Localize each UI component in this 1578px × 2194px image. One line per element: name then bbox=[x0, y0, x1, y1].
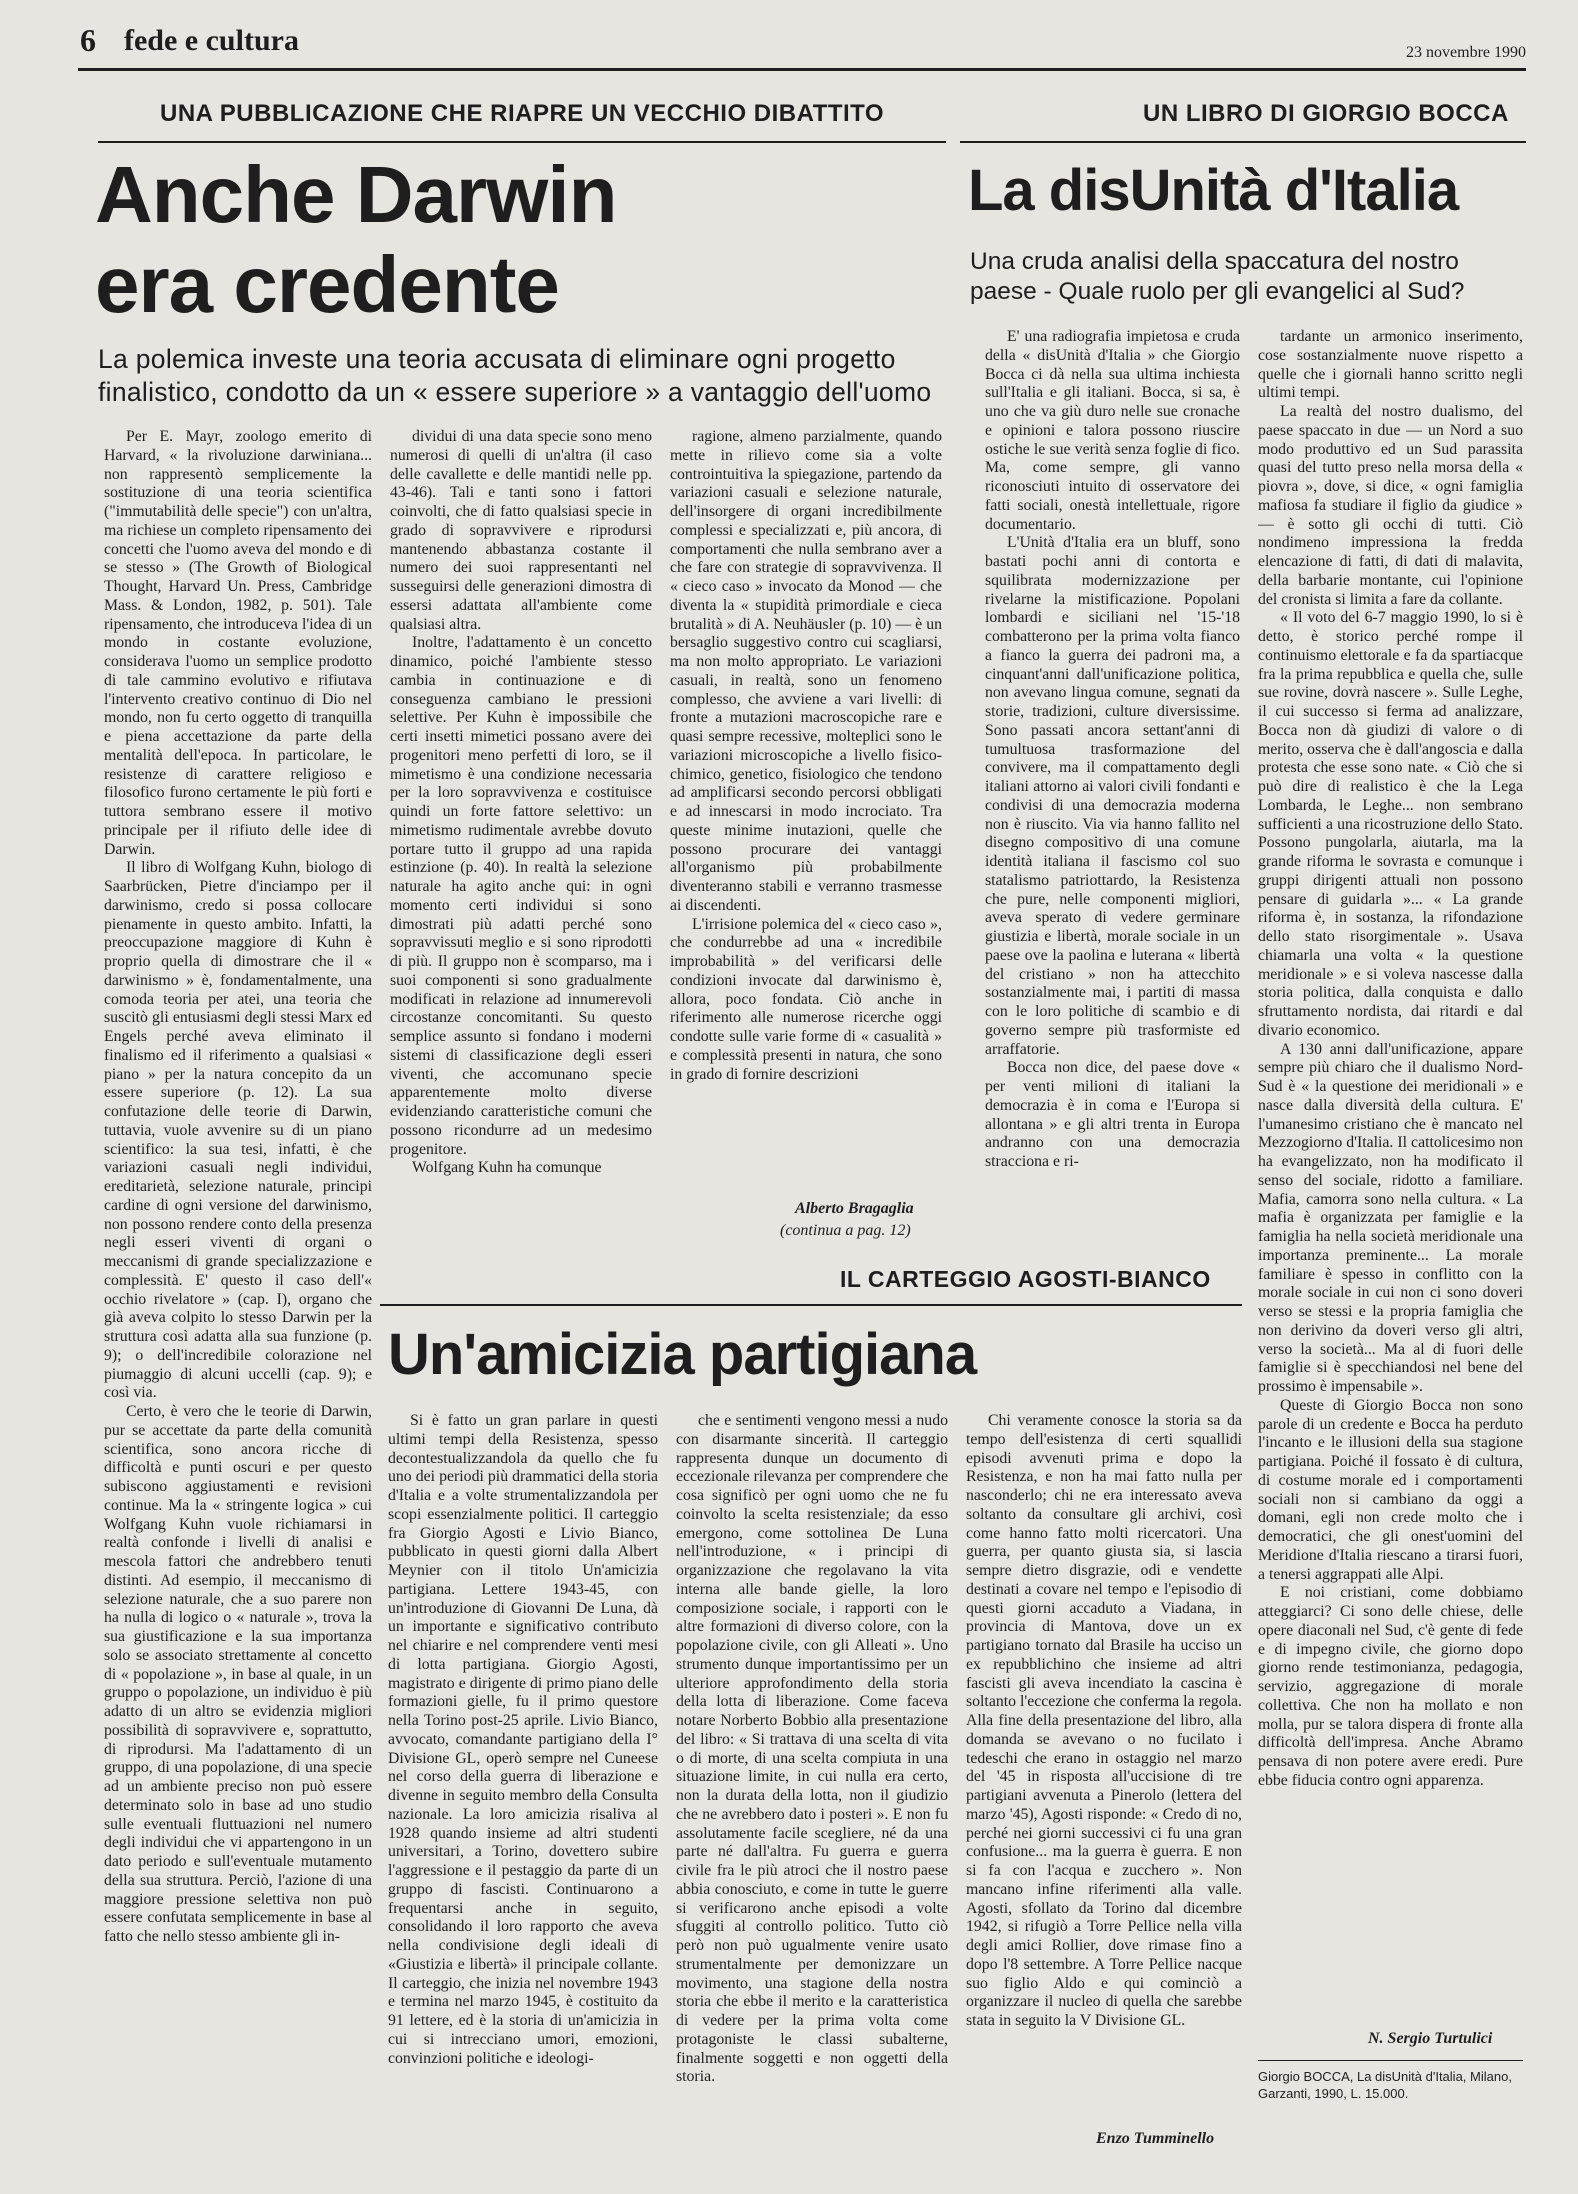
darwin-subtitle-line1: La polemica investe una teoria accusata di eliminare ogni progetto bbox=[98, 344, 896, 374]
darwin-column-2 bbox=[390, 428, 652, 1236]
darwin-signature: Alberto Bragaglia bbox=[795, 1200, 914, 1217]
bocca-column-1 bbox=[985, 328, 1240, 1246]
darwin-subtitle-line2: finalistico, condotto da un « essere superiore » a vantaggio dell'uomo bbox=[98, 377, 932, 407]
bocca-signature: N. Sergio Turtulici bbox=[1368, 2030, 1493, 2047]
darwin-c2-paragraph: Wolfgang Kuhn ha comunque bbox=[412, 1159, 602, 1177]
darwin-c3-paragraph: L'irrisione polemica del « cieco caso », che condurrebbe ad una « incredibile improbabilità » del verificarsi delle condizioni invocate dal darwinismo è, allora, poco fondata. Ciò anche in riferimento alle numerose ricerche oggi condotte sulle varie forme di « casualità » e complessità presenti in natura, che sono in grado di fornire descrizioni bbox=[670, 915, 942, 1083]
darwin-column-1 bbox=[104, 428, 372, 2150]
darwin-title-line2: era credente bbox=[95, 240, 559, 329]
darwin-kicker: UNA PUBBLICAZIONE CHE RIAPRE UN VECCHIO DIBATTITO bbox=[160, 100, 885, 127]
darwin-continued: (continua a pag. 12) bbox=[780, 1222, 911, 1239]
amicizia-column-1 bbox=[388, 1412, 658, 2162]
bocca-c1-paragraph: L'Unità d'Italia era un bluff, sono bastati pochi anni di contorta e squilibrata modernizzazione per rivelarne la mistificazione. Popolani lombardi e siciliani nel '15-'18 combatterono per la prima volta fianco a fianco la guerra dei padroni ma, a cinquant'anni dall'unificazione politica, non avevano lingua comune, segnati da storie, tradizioni, culture diversissime. Sono passati ancora settant'anni di tumultuosa trasformazione del convivere, ma il compattamento degli italiani attorno ai valori civili fondanti e condivisi di una democrazia moderna non è riuscito. Via via hanno fallito nel disegno compositivo di una comune identità italiana il fascismo col suo statalismo patriottardo, la Resistenza che pure, nelle componenti migliori, aveva sperato di vedere germinare giustizia e libertà, morale sociale in un paese ove la paolina e luterana « libertà del cristiano » non ha attecchito sostanzialmente mai, i partiti di massa con le loro politiche di scambio e di governo sempre più trasformiste ed arraffatorie. bbox=[985, 534, 1240, 1058]
bocca-c2-paragraph: tardante un armonico inserimento, cose sostanzialmente nuove rispetto a quelle che i giornali hanno scritto negli ultimi tempi. bbox=[1258, 328, 1523, 402]
darwin-title-line1: Anche Darwin bbox=[95, 150, 617, 239]
darwin-kicker-rule bbox=[98, 141, 946, 143]
bocca-book-reference: Giorgio BOCCA, La disUnità d'Italia, Milano, Garzanti, 1990, L. 15.000. bbox=[1258, 2069, 1512, 2101]
bocca-column-2 bbox=[1258, 328, 1523, 2018]
amicizia-column-3 bbox=[966, 1412, 1242, 2124]
bocca-kicker-rule bbox=[960, 141, 1526, 143]
bocca-c2-paragraph: « Il voto del 6-7 maggio 1990, lo si è detto, è storico perché rompe il continuismo elettorale e fa da spartiacque fra la prima repubblica e quella che, sulle sue rovine, dovrà nascere ». Sulle Leghe, il cui successo si ferma ad analizzare, Bocca non dà giudizi di valore o di merito, osserva che è dall'angoscia e dalla protesta che esse sono nate. « Ciò che si può dire di realistico è che la Lega Lombarda, le Leghe... non sembrano sufficienti a una ricostruzione dello Stato. Possono pungolarla, aiutarla, ma la grande riforma le sovrasta e comunque i gruppi dirigenti attuali non possono pensare di guidarla »... « La grande riforma è, in sostanza, la rifondazione dello stato risorgimentale ». Usava chiamarla una volta « la questione meridionale » e si voleva nascesse dalla storia politica, dalla conquista e dallo sfruttamento nordista, dai ritardi e dal divario economico. bbox=[1258, 609, 1523, 1039]
section-title: fede e cultura bbox=[124, 24, 299, 57]
amicizia-column-2 bbox=[676, 1412, 948, 2162]
masthead-rule bbox=[78, 68, 1526, 71]
amicizia-c1-paragraph: Si è fatto un gran parlare in questi ultimi tempi della Resistenza, spesso decontestualizzandola da quello che fu uno dei periodi più drammatici della storia d'Italia e a volte strumentalizzandola per scopi essenzialmente politici. Il carteggio fra Giorgio Agosti e Livio Bianco, pubblicato in questi giorni dalla Albert Meynier con il titolo Un'amicizia partigiana. Lettere 1943-45, con un'introduzione di Giovanni De Luna, dà un importante e significativo contributo nel chiarire e nel comprendere venti mesi di lotta partigiana. Giorgio Agosti, magistrato e dirigente di primo piano delle formazioni gielle, fu il primo questore nella Torino post-25 aprile. Livio Bianco, avvocato, comandante partigiano della I° Divisione GL, operò sempre nel Cuneese nel corso della guerra di liberazione e divenne in seguito membro della Consulta nazionale. La loro amicizia risaliva al 1928 quando insieme ad altri studenti universitari, a Torino, dovettero subire l'aggressione e il pestaggio da parte di un gruppo di fascisti. Continuarono a frequentarsi anche in seguito, consolidando il loro rapporto che aveva nella condivisione degli ideali di «Giustizia e libertà» il principale collante. Il carteggio, che inizia nel novembre 1943 e termina nel marzo 1945, è costituito da 91 lettere, ed è la storia di un'amicizia in cui si intrecciano umori, emozioni, convinzioni politiche e ideologi- bbox=[388, 1412, 658, 2067]
darwin-column-3 bbox=[670, 428, 942, 1198]
bocca-c2-paragraph: E noi cristiani, come dobbiamo atteggiarci? Ci sono delle chiese, delle opere diaconali nel Sud, c'è gente di fede e di impegno civile, che giorno dopo giorno rende testimonianza, pedagogia, servizio, aggregazione di morale collettiva. Che non ha mollato e non molla, pur se talora dispera di fronte alla difficoltà dell'impresa. Anche Abramo pensava di non potere avere eredi. Pure ebbe fiducia contro ogni apparenza. bbox=[1258, 1584, 1523, 1789]
issue-date: 23 novembre 1990 bbox=[1406, 44, 1526, 61]
darwin-c1-paragraph: Certo, è vero che le teorie di Darwin, pur se accettate da parte della comunità scientifica, sono ancora ricche di difficoltà e punti oscuri e per questo subiscono aggiustamenti e revisioni continue. Ma la « stringente logica » cui Wolfgang Kuhn vuole richiamarsi in realtà confonde i livelli di analisi e mescola fattori che andrebbero tenuti distinti. Ad esempio, il meccanismo di selezione naturale, che a suo parere non ha nulla di logico o « naturale », trova la sua giustificazione e la sua importanza solo se associato strettamente al concetto di « popolazione », in base al quale, in un gruppo o popolazione, un individuo è più adatto di un altro se evidenzia migliori possibilità di sopravvivere e, soprattutto, di riprodursi. Ma l'adattamento di un gruppo, di una popolazione, di una specie ad un ambiente preciso non può essere determinato solo in base ad uno studio sulle eventuali fluttuazioni nel numero degli individui che vi appartengono in un dato periodo e sull'eventuale mutamento della sua struttura. Perciò, l'azione di una maggiore pressione selettiva non può essere confutata semplicemente in base al fatto che nello stesso ambiente gli in- bbox=[104, 1403, 372, 1945]
bocca-c2-paragraph: A 130 anni dall'unificazione, appare sempre più chiaro che il dualismo Nord-Sud è « la questione dei meridionali » e nasce dalla diversità della cultura. E' l'umanesimo cristiano che è mancato nel Mezzogiorno d'Italia. Il cattolicesimo non ha evangelizzato, non ha modificato il senso del sociale, ridotto a familiare. Mafia, camorra sono nella cultura. « La mafia è organizzata per famiglie e la famiglia ha nella società meridionale una importanza preminente... La morale familiare è spesso in conflitto con la morale sociale in cui non ci sono doveri verso se stessi e la propria famiglia che non derivino da doveri verso gli altri, verso la società... Ma al di fuori delle famiglie si è specchiandosi nel bene del prossimo è impensabile ». bbox=[1258, 1040, 1523, 1395]
amicizia-c3-paragraph: Chi veramente conosce la storia sa da tempo dell'esistenza di certi squallidi episodi avvenuti prima e dopo la Resistenza, e non ha mai fatto nulla per nasconderlo; chi ne era interessato aveva soltanto da consultare gli archivi, così come hanno fatto molti ricercatori. Una guerra, per quanto giusta sia, si lascia sempre dietro disgrazie, odi e vendette destinati a covare nel tempo e l'episodio di questi giorni accaduto a Viadana, in provincia di Mantova, dove un ex partigiano tornato dal Brasile ha ucciso un ex repubblichino che insieme ad altri fascisti gli aveva incendiato la cascina è soltanto l'eccezione che conferma la regola. Alla fine della presentazione del libro, alla domanda se avevano o no fucilato i tedeschi che erano in ostaggio nel marzo del '45 in risposta all'uccisione di tre partigiani avvenuta a Pinerolo (lettera del marzo '45), Agosti risponde: « Credo di no, perché nei giorni successivi ci fu una gran confusione... ma la guerra è guerra. E non si fa con l'acqua e zucchero ». Non mancano infine riferimenti alla valle. Agosti, sfollato da Torino dal dicembre 1942, si rifugiò a Torre Pellice nella villa degli amici Rollier, dove rimase fino a dopo l'8 settembre. A Torre Pellice nacque suo figlio Aldo e qui cominciò a organizzare il nucleo di quella che sarebbe stata in seguito la V Divisione GL. bbox=[966, 1412, 1242, 2029]
darwin-c3-paragraph: ragione, almeno parzialmente, quando mette in rilievo come sia a volte controintuitiva la spiegazione, partendo da variazioni casuali e selezione naturale, dell'insorgere di organi incredibilmente complessi e specializzati e, più ancora, di comportamenti che nulla sembrano aver a che fare con strategie di sopravvivenza. Il « cieco caso » invocato da Monod — che diventa la « stupidità primordiale e cieca brutalità » di A. Neuhäusler (p. 10) — è un bersaglio suggestivo contro cui scagliarsi, ma non molto appropriato. Le variazioni casuali, in realtà, sono un fenomeno complesso, che avviene a vari livelli: di fronte a mutazioni macroscopiche rare e quasi sempre recessive, molteplici sono le variazioni microscopiche a livello fisico-chimico, genetico, fisiologico che tendono ad amplificarsi secondo percorsi obbligati e ad innescarsi in modo incrociato. Tra queste minime inutazioni, quelle che possono procurare dei vantaggi all'organismo più probabilmente diventeranno stabili e verranno trasmesse ai discendenti. bbox=[670, 428, 942, 914]
bocca-c1-paragraph: E' una radiografia impietosa e cruda della « disUnità d'Italia » che Giorgio Bocca ci dà nella sua ultima inchiesta sull'Italia e gli italiani. Bocca, si sa, è uno che va giù duro nelle sue cronache e opinioni e talora possono riuscire ostiche le sue verità senza foglie di fico. Ma, come sempre, gli vanno riconosciuti intuito di osservatore dei fatti sociali, onestà intellettuale, rigore documentario. bbox=[985, 328, 1240, 533]
bocca-subtitle-line2: paese - Quale ruolo per gli evangelici al Sud? bbox=[970, 278, 1465, 305]
amicizia-kicker: IL CARTEGGIO AGOSTI-BIANCO bbox=[840, 1266, 1211, 1292]
amicizia-signature: Enzo Tumminello bbox=[1096, 2130, 1215, 2147]
amicizia-title: Un'amicizia partigiana bbox=[388, 1322, 977, 1387]
bocca-c2-paragraph: La realtà del nostro dualismo, del paese spaccato in due — un Nord a suo modo produttivo ed un Sud parassita quasi del tutto preso nella morsa della « piovra », dove, si dice, « ogni famiglia mafiosa fa studiare il figlio da giudice » — è sotto gli occhi di tutti. Ciò nondimeno impressiona la fredda elencazione di fatti, di dati di malavita, della barbarie montante, cui l'opinione del cronista si limita a fare da collante. bbox=[1258, 403, 1523, 608]
amicizia-c2-paragraph: che e sentimenti vengono messi a nudo con disarmante sincerità. Il carteggio rappresenta dunque un documento di eccezionale rilevanza per comprendere che cosa significò per ogni uomo che ne fu coinvolto la scelta resistenziale; da esso emergono, come sottolinea De Luna nell'introduzione, « i principi di organizzazione che regolavano la vita interna alle bande gielle, la loro composizione sociale, i rapporti con le altre formazioni di diverso colore, con la popolazione civile, con gli Alleati ». Uno strumento dunque importantissimo per un ulteriore approfondimento della storia della lotta di liberazione. Come faceva notare Norberto Bobbio alla presentazione del libro: « Si trattava di una scelta di vita o di morte, di una scelta compiuta in una situazione limite, in cui nulla era certo, non la durata della lotta, non il giudizio che ne avrebbero dato i posteri ». E non fu assolutamente facile scegliere, né da una parte né dall'altra. Fu guerra e guerra civile fra le più atroci che il nostro paese abbia conosciuto, e come in tutte le guerre si verificarono anche episodi a volte sfuggiti al controllo politico. Tutto ciò però non può ugualmente venire usato strumentalmente per demonizzare un movimento, una stagione della nostra storia che ebbe il merito e la caratteristica di vedere per la prima volta come protagoniste le classi subalterne, finalmente soggetti e non oggetti della storia. bbox=[676, 1412, 948, 2086]
darwin-c1-paragraph: Per E. Mayr, zoologo emerito di Harvard, « la rivoluzione darwiniana... non rappresentò semplicemente la sostituzione di una teoria scientifica ("immutabilità delle specie") con un'altra, ma richiese un completo ripensamento dei concetti che l'uomo aveva del mondo e di se stesso » (The Growth of Biological Thought, Harvard Un. Press, Cambridge Mass. & London, 1982, p. 501). Tale ripensamento, che introduceva l'idea di un mondo in costante evoluzione, considerava l'uomo un semplice prodotto di tale cammino evolutivo e rifiutava l'intervento creativo continuo di Dio nel mondo, non fu certo oggetto di tranquilla e piena accettazione da parte della mentalità dell'epoca. In particolare, le resistenze di carattere religioso e filosofico furono certamente le più forti e tuttora sembrano essere il motivo principale per il rifiuto delle idee di Darwin. bbox=[104, 428, 372, 858]
bocca-book-rule bbox=[1258, 2060, 1523, 2061]
bocca-c2-paragraph: Queste di Giorgio Bocca non sono parole di un credente e Bocca ha perduto l'incanto e le illusioni della sua stagione partigiana. Poiché il fossato è di cultura, di costume morale ed i comportamenti sociali non si cambiano da oggi a domani, egli non crede molto che i democratici, che gli onest'uomini del Meridione d'Italia riescano a tirarsi fuori, a tenersi aggrappati alle Alpi. bbox=[1258, 1396, 1523, 1583]
page-number: 6 bbox=[80, 22, 96, 58]
bocca-c1-paragraph: Bocca non dice, del paese dove « per venti milioni di italiani la democrazia è in coma e l'Europa si allontana » e gli altri trenta in Europa andranno con una democrazia stracciona e ri- bbox=[985, 1059, 1240, 1170]
darwin-c2-paragraph: Inoltre, l'adattamento è un concetto dinamico, poiché l'ambiente stesso cambia in continuazione e di conseguenza cambiano le pressioni selettive. Per Kuhn è impossibile che certi insetti mimetici possano avere dei progenitori meno perfetti di loro, se il mimetismo è una condizione necessaria per la loro sopravvivenza e costituisce quindi un forte fattore selettivo: un mimetismo rudimentale avrebbe dovuto portare tutto il gruppo ad una rapida estinzione (p. 40). In realtà la selezione naturale ha agito anche qui: in ogni momento certi individui si sono dimostrati più adatti perché sono sopravvissuti meglio e si sono riprodotti di più. Il gruppo non è scomparso, ma i suoi componenti si sono gradualmente modificati in relazione ad innumerevoli circostanze concomitanti. Su questo semplice assunto si fondano i moderni sistemi di classificazione degli esseri viventi, che accomunano specie apparentemente molto diverse evidenziando caratteristiche comuni che possono ricondurre ad un medesimo progenitore. bbox=[390, 634, 652, 1158]
darwin-c1-paragraph: Il libro di Wolfgang Kuhn, biologo di Saarbrücken, Pietre d'inciampo per il darwinismo, credo si possa collocare pienamente in questo ambito. Infatti, la preoccupazione maggiore di Kuhn è proprio quella di dimostrare che il « darwinismo » è, fondamentalmente, una comoda teoria per atei, una teoria che suscitò gli entusiasmi degli stessi Marx ed Engels perché aveva eliminato il finalismo ed il riferimento a qualsiasi « piano » per la natura concepito da un essere superiore (p. 12). La sua confutazione delle teorie di Darwin, tuttavia, vuole avvenire su di un piano scientifico: la sua tesi, infatti, è che variazioni casuali negli individui, ereditarietà, selezione naturale, principi cardine di ogni versione del darwinismo, non possono rendere conto della presenza negli esseri viventi di organi o meccanismi di grande specializzazione e complessità. E' questo il caso dell'« occhio rivelatore » (cap. I), organo che già aveva colpito lo stesso Darwin per la struttura così adatta alla sua funzione (p. 9); o dell'incredibile colorazione nel piumaggio di alcuni uccelli (cap. 9); e così via. bbox=[104, 859, 372, 1402]
bocca-kicker: UN LIBRO DI GIORGIO BOCCA bbox=[1143, 100, 1509, 127]
bocca-title: La disUnità d'Italia bbox=[968, 158, 1459, 223]
bocca-subtitle-line1: Una cruda analisi della spaccatura del nostro bbox=[970, 248, 1459, 275]
darwin-c2-paragraph: dividui di una data specie sono meno numerosi di quelli di un'altra (il caso delle cavallette e delle mantidi nelle pp. 43-46). Tali e tanti sono i fattori coinvolti, che di fatto qualsiasi specie in grado di sopravvivere e riprodursi mantenendo abbastanza costante il numero dei suoi rappresentanti nel susseguirsi delle generazioni dimostra di essersi adattata all'ambiente come qualsiasi altra. bbox=[390, 428, 652, 633]
amicizia-kicker-rule bbox=[380, 1304, 1242, 1306]
